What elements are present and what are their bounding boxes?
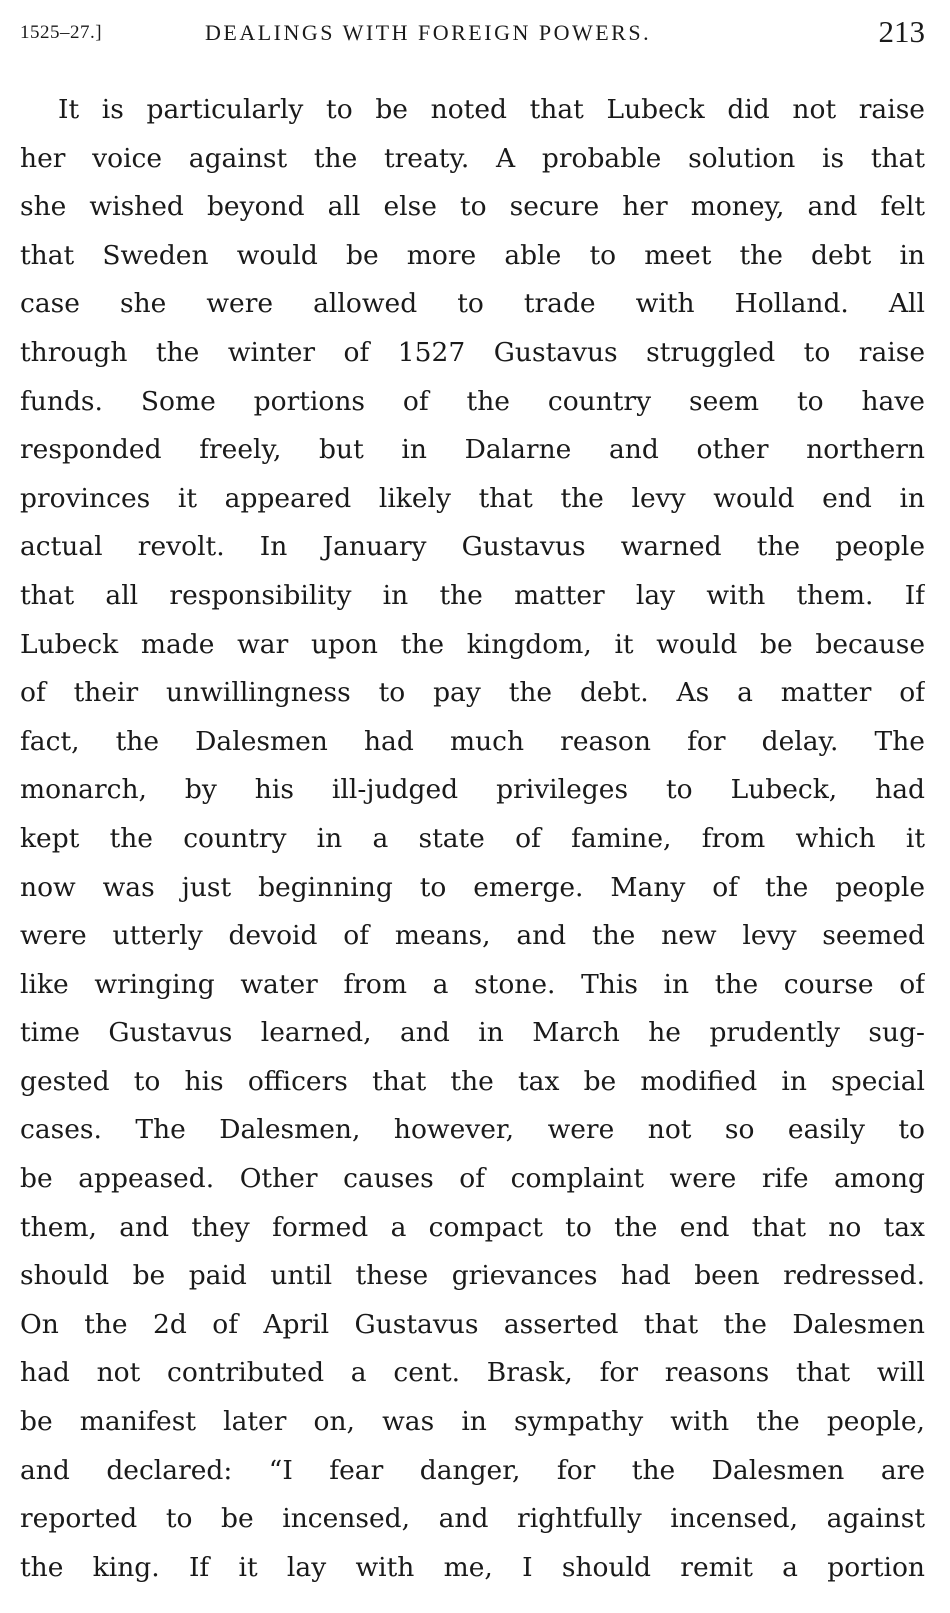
text-line: were utterly devoid of means, and the new levy seemed xyxy=(20,920,925,952)
text-line: funds. Some portions of the country seem to have xyxy=(20,385,925,417)
header-years: 1525–27.] xyxy=(20,22,103,43)
text-line: the king. If it lay with me, I should remit a portion xyxy=(20,1551,925,1583)
text-line: case she were allowed to trade with Holland. All xyxy=(20,288,925,320)
text-line: her voice against the treaty. A probable solution is that xyxy=(20,142,925,174)
text-line: that all responsibility in the matter lay with them. If xyxy=(20,579,925,611)
text-line: actual revolt. In January Gustavus warned the people xyxy=(20,531,925,563)
text-line: that Sweden would be more able to meet the debt in xyxy=(20,239,925,271)
text-line: be manifest later on, was in sympathy with the people, xyxy=(20,1406,925,1438)
text-line: monarch, by his ill-judged privileges to Lubeck, had xyxy=(20,774,925,806)
text-line: fact, the Dalesmen had much reason for delay. The xyxy=(20,725,925,757)
text-line: On the 2d of April Gustavus asserted that the Dalesmen xyxy=(20,1308,925,1340)
running-head xyxy=(20,14,925,54)
text-line: gested to his officers that the tax be modified in special xyxy=(20,1065,925,1097)
text-line: had not contributed a cent. Brask, for reasons that will xyxy=(20,1357,925,1389)
text-line: of their unwillingness to pay the debt. As a matter of xyxy=(20,677,925,709)
text-line: be appeased. Other causes of complaint were rife among xyxy=(20,1163,925,1195)
text-line: kept the country in a state of famine, from which it xyxy=(20,822,925,854)
text-line: It is particularly to be noted that Lubeck did not raise xyxy=(58,94,925,125)
text-line: them, and they formed a compact to the end that no tax xyxy=(20,1211,925,1243)
text-line: time Gustavus learned, and in March he prudently sug- xyxy=(20,1017,925,1049)
body-paragraph xyxy=(20,86,925,1592)
text-line: through the winter of 1527 Gustavus struggled to raise xyxy=(20,336,925,368)
text-line: now was just beginning to emerge. Many of the people xyxy=(20,871,925,903)
text-line: Lubeck made war upon the kingdom, it would be because xyxy=(20,628,925,660)
text-line: reported to be incensed, and rightfully incensed, against xyxy=(20,1503,925,1535)
text-line: provinces it appeared likely that the levy would end in xyxy=(20,482,925,514)
text-line: and declared: “I fear danger, for the Dalesmen are xyxy=(20,1454,925,1486)
page-number: 213 xyxy=(878,14,925,49)
text-line: responded freely, but in Dalarne and other northern xyxy=(20,434,925,466)
header-title: DEALINGS WITH FOREIGN POWERS. xyxy=(205,20,652,45)
text-line: like wringing water from a stone. This in the course of xyxy=(20,968,925,1000)
text-line: cases. The Dalesmen, however, were not so easily to xyxy=(20,1114,925,1146)
text-line: should be paid until these grievances had been redressed. xyxy=(20,1260,925,1292)
text-line: she wished beyond all else to secure her money, and felt xyxy=(20,191,925,223)
